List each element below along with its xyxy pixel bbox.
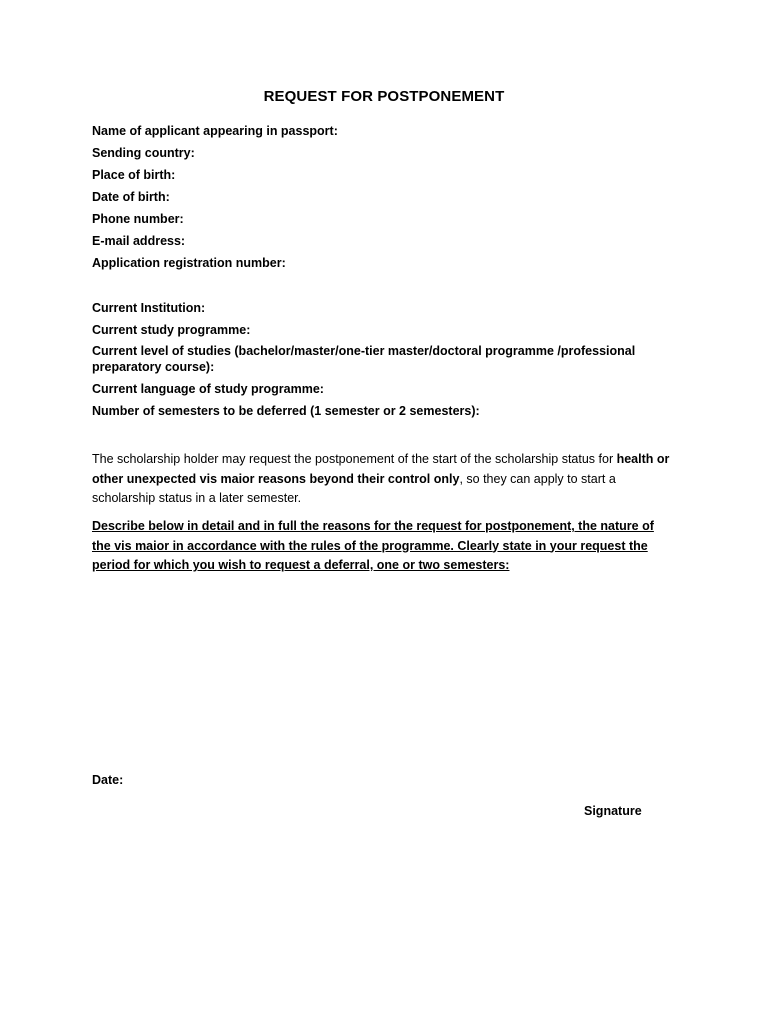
- field-study-programme-label: Current study programme:: [92, 323, 251, 337]
- field-language-label: Current language of study programme:: [92, 382, 324, 396]
- field-current-institution-label: Current Institution:: [92, 301, 206, 315]
- date-label: Date:: [92, 773, 124, 787]
- postponement-paragraph: [92, 450, 682, 509]
- applicant-fields: [92, 123, 692, 277]
- study-fields: [92, 300, 692, 425]
- paragraph-text-bold: health or other unexpected vis maior reasons beyond their control only: [92, 452, 670, 486]
- instructions-text: Describe below in detail and in full the reasons for the request for postponement, the nature of the vis maior in accordance with the rules of the programme. Clearly state in your request the period for which you wish to request a deferral, one or two semesters:: [92, 519, 654, 572]
- field-email-label: E-mail address:: [92, 234, 186, 248]
- document-title: REQUEST FOR POSTPONEMENT: [263, 88, 505, 105]
- field-date-of-birth-label: Date of birth:: [92, 190, 170, 204]
- field-semesters-deferred-label: Number of semesters to be deferred (1 semester or 2 semesters):: [92, 404, 480, 418]
- paragraph-text-1: The scholarship holder may request the postponement of the start of the scholarship status for: [92, 452, 617, 466]
- field-phone-number-label: Phone number:: [92, 212, 184, 226]
- field-place-of-birth-label: Place of birth:: [92, 168, 176, 182]
- paragraph-text-3: , so they can apply to start a scholarship status in a later semester.: [92, 471, 616, 505]
- field-level-of-studies-label: Current level of studies (bachelor/master/one-tier master/doctoral programme /professional preparatory course):: [92, 344, 636, 374]
- field-registration-number-label: Application registration number:: [92, 256, 286, 270]
- field-applicant-name-label: Name of applicant appearing in passport:: [92, 124, 338, 138]
- field-sending-country-label: Sending country:: [92, 146, 195, 160]
- signature-label: Signature: [584, 804, 642, 818]
